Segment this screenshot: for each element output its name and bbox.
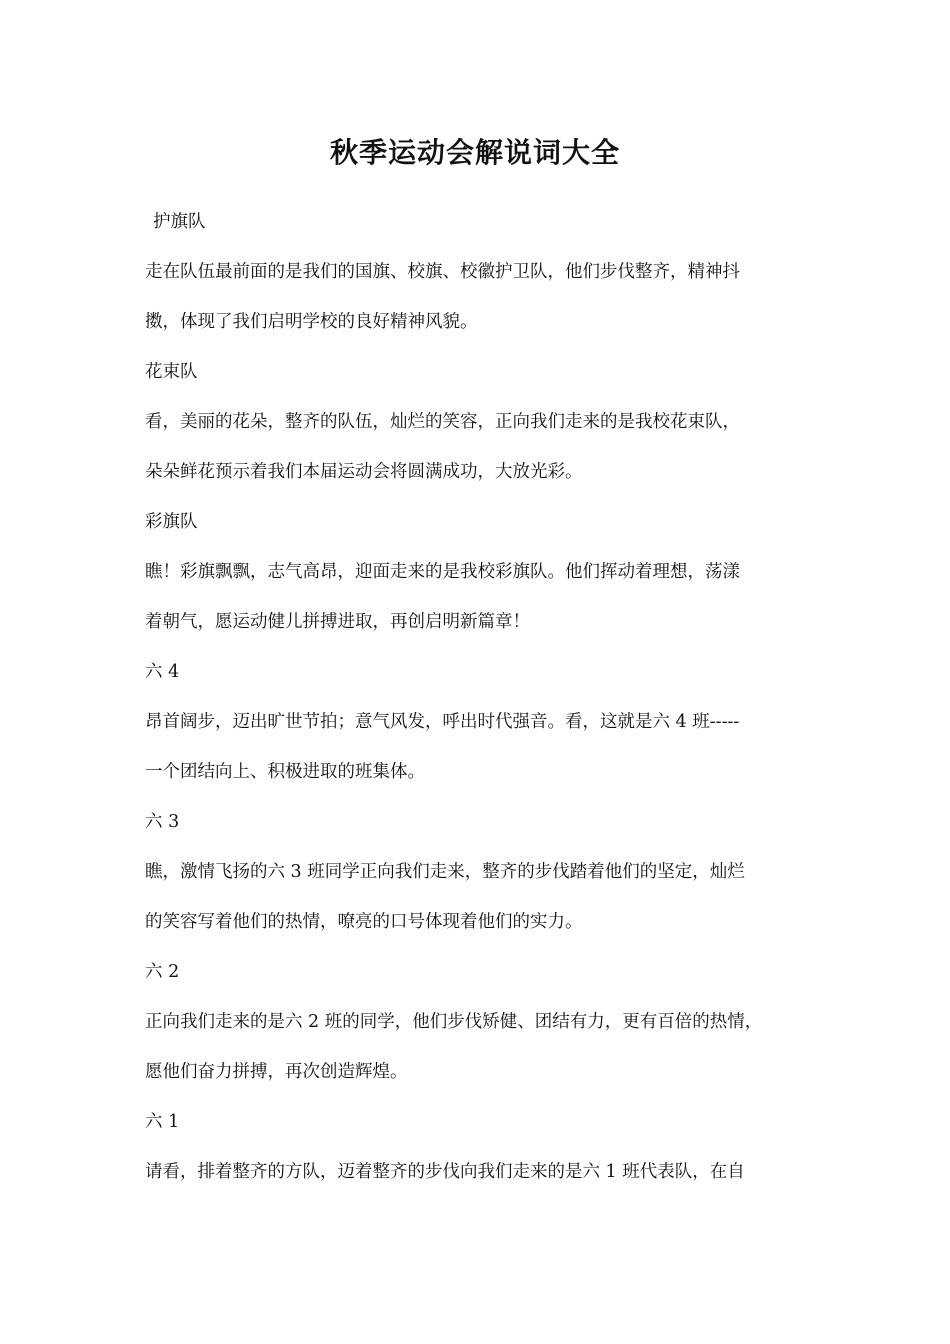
paragraph-line: 愿他们奋力拼搏，再次创造辉煌。 bbox=[145, 1062, 408, 1082]
paragraph-line: 看，美丽的花朵，整齐的队伍，灿烂的笑容，正向我们走来的是我校花束队， bbox=[145, 412, 740, 432]
paragraph-line: 正向我们走来的是六 2 班的同学，他们步伐矫健、团结有力，更有百倍的热情， bbox=[145, 1012, 763, 1032]
section-heading: 六 1 bbox=[145, 1112, 180, 1132]
section-heading: 六 2 bbox=[145, 962, 180, 982]
paragraph-line: 的笑容写着他们的热情，嘹亮的口号体现着他们的实力。 bbox=[145, 912, 583, 932]
paragraph-line: 瞧！彩旗飘飘，志气高昂，迎面走来的是我校彩旗队。他们挥动着理想，荡漾 bbox=[145, 562, 740, 582]
section-heading: 彩旗队 bbox=[145, 512, 198, 532]
paragraph-line: 一个团结向上、积极进取的班集体。 bbox=[145, 762, 425, 782]
paragraph-line: 朵朵鲜花预示着我们本届运动会将圆满成功，大放光彩。 bbox=[145, 462, 583, 482]
paragraph-line: 擞，体现了我们启明学校的良好精神风貌。 bbox=[145, 312, 478, 332]
section-heading: 六 3 bbox=[145, 812, 180, 832]
paragraph-line: 着朝气，愿运动健儿拼搏进取，再创启明新篇章！ bbox=[145, 612, 530, 632]
paragraph-line: 走在队伍最前面的是我们的国旗、校旗、校徽护卫队，他们步伐整齐，精神抖 bbox=[145, 262, 740, 282]
paragraph-line: 昂首阔步，迈出旷世节拍；意气风发，呼出时代强音。看，这就是六 4 班----- bbox=[145, 712, 740, 732]
section-heading: 六 4 bbox=[145, 662, 180, 682]
document-title: 秋季运动会解说词大全 bbox=[329, 136, 620, 169]
section-heading: 护旗队 bbox=[153, 212, 206, 232]
section-heading: 花束队 bbox=[145, 362, 198, 382]
paragraph-line: 瞧，激情飞扬的六 3 班同学正向我们走来，整齐的步伐踏着他们的坚定，灿烂 bbox=[145, 862, 745, 882]
paragraph-line: 请看，排着整齐的方队，迈着整齐的步伐向我们走来的是六 1 班代表队，在自 bbox=[145, 1162, 745, 1182]
